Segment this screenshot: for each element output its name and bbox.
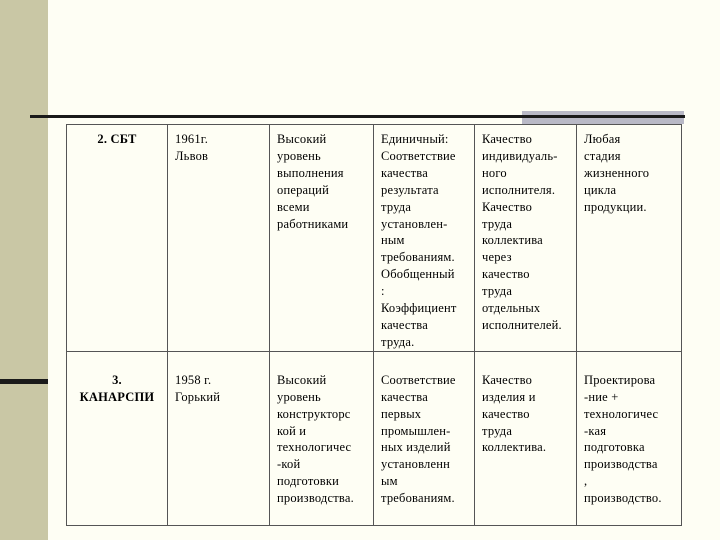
- scope-cell: Проектирова -ние + технологичес -кая подготовка производства , производство.: [577, 351, 682, 525]
- criterion-cell: Единичный: Соответствие качества результата труда установлен- ным требованиям. Обобщенный : Коэффициент качества труда.: [374, 125, 475, 352]
- year-city-cell: 1958 г. Горький: [168, 351, 270, 525]
- table-row: [67, 351, 682, 525]
- system-name-cell: 2. СБТ: [67, 125, 168, 352]
- criterion-cell: Соответствие качества первых промышлен- ных изделий установленн ым требованиям.: [374, 351, 475, 525]
- quality-systems-table: [66, 124, 682, 526]
- object-cell: Качество изделия и качество труда коллектива.: [475, 351, 577, 525]
- header-rule: [30, 115, 685, 118]
- system-name-cell: 3. КАНАРСПИ: [67, 351, 168, 525]
- goal-cell: Высокий уровень выполнения операций всеми работниками: [270, 125, 374, 352]
- year-city-cell: 1961г. Львов: [168, 125, 270, 352]
- side-decor-mark: [0, 379, 48, 384]
- scope-cell: Любая стадия жизненного цикла продукции.: [577, 125, 682, 352]
- object-cell: Качество индивидуаль- ного исполнителя. Качество труда коллектива через качество труда отдельных исполнителей.: [475, 125, 577, 352]
- goal-cell: Высокий уровень конструкторс кой и технологичес -кой подготовки производства.: [270, 351, 374, 525]
- table-row: [67, 125, 682, 352]
- side-decor-bar: [0, 0, 48, 540]
